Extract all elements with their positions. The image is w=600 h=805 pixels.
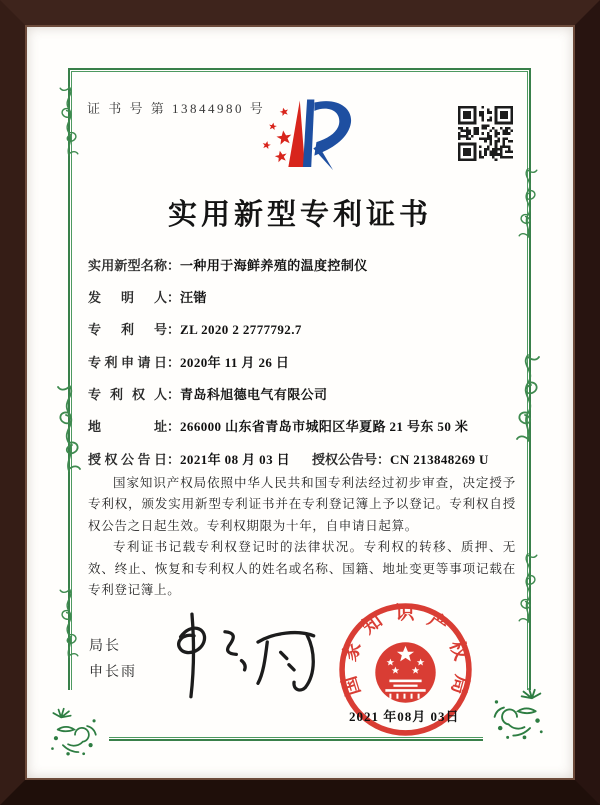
field-label: 发明人 [88,290,167,305]
field-value: 一种用于海鲜养殖的温度控制仪 [180,258,368,273]
field-row-patent-no: 专利号：ZL 2020 2 2777792.7 [88,319,302,338]
cnipa-logo-icon [253,95,357,185]
seal-text: 国家知识产权局 [339,603,472,698]
vine-ornament [57,85,81,157]
vine-ornament [516,552,540,624]
floral-corner-ornament [49,707,101,759]
field-label: 专利申请日 [88,355,167,370]
qr-code [458,106,513,161]
seal-date: 2021 年08月 03日 [349,709,460,724]
field-row-address: 地址：266000 山东省青岛市城阳区华夏路 21 号东 50 米 [88,416,468,435]
field-value: 2021年 08 月 03 日 [180,452,291,467]
legal-paragraph-1: 国家知识产权局依照中华人民共和国专利法经过初步审查，决定授予专利权，颁发实用新型专利证书并在专利登记簿上予以登记。专利权自授权公告之日起生效。专利权期限为十年，自申请日起算。 [88,476,516,533]
legal-text [88,473,516,601]
legal-paragraph-2: 专利证书记载专利权登记时的法律状况。专利权的转移、质押、无效、终止、恢复和专利权人的姓名或名称、国籍、地址变更等事项记载在专利登记簿上。 [88,540,516,598]
field-label: 地址 [88,419,167,434]
certificate-title: 实用新型专利证书 [167,199,432,231]
field-row-patentee: 专利权人：青岛科旭德电气有限公司 [88,384,327,403]
director-signature [160,605,325,710]
certificate-number: 证 书 号 第 13844980 号 [87,101,266,116]
field-value: CN 213848269 U [390,452,489,467]
field-value: 2020年 11 月 26 日 [180,355,290,370]
field-value: ZL 2020 2 2777792.7 [180,322,302,337]
field-value: 青岛科旭德电气有限公司 [180,387,328,402]
field-label: 授权公告号 [312,452,378,467]
signer-title: 局长 [89,639,121,654]
field-label: 专利权人 [88,387,167,402]
field-label: 授权公告日 [88,452,167,467]
field-value: 汪锴 [180,290,207,305]
field-row-filing-date: 专利申请日：2020年 11 月 26 日 [88,352,289,371]
field-value: 266000 山东省青岛市城阳区华夏路 21 号东 50 米 [180,419,469,434]
signer-name: 申长雨 [89,665,137,680]
field-row-name: 实用新型名称：一种用于海鲜养殖的温度控制仪 [88,255,368,274]
vine-ornament [57,372,81,484]
field-grant-no: 授权公告号：CN 213848269 U [312,452,489,467]
vine-ornament [516,342,540,454]
field-row-inventor: 发明人：汪锴 [88,287,207,306]
field-row-grant: 授权公告日：2021年 08 月 03 日 授权公告号：CN 213848269 U [88,449,489,468]
vine-ornament [57,587,81,659]
floral-corner-ornament [489,687,545,743]
certificate-paper [27,27,573,778]
field-label: 实用新型名称 [88,258,167,273]
field-label: 专利号 [88,322,167,337]
